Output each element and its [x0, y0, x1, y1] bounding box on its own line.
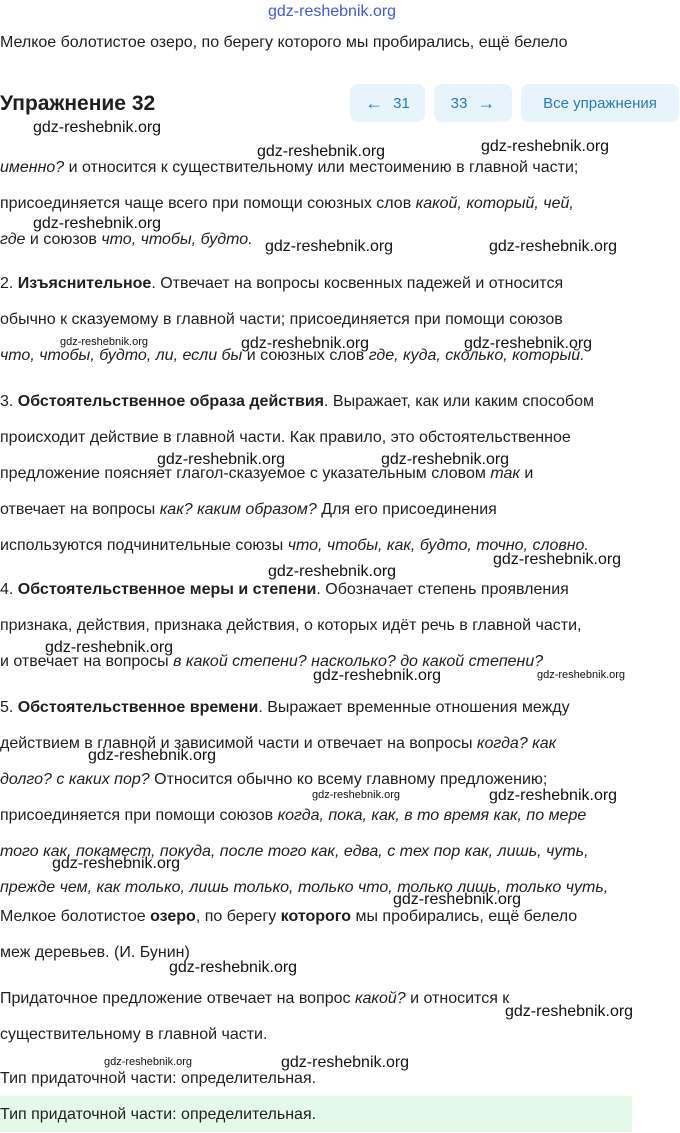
watermark: gdz-reshebnik.org	[45, 639, 174, 656]
example-sentence: меж деревьев. (И. Бунин)	[0, 944, 190, 961]
header-text: Мелкое болотистое озеро, по берегу которого мы пробирались, ещё белело	[0, 34, 568, 51]
watermark: gdz-reshebnik.org	[268, 563, 397, 580]
watermark: gdz-reshebnik.org	[464, 335, 593, 352]
text-line: 3. Обстоятельственное образа действия. Выражает, как или каким способом	[0, 393, 594, 410]
watermark: gdz-reshebnik.org	[52, 855, 181, 872]
watermark: gdz-reshebnik.org	[104, 1056, 193, 1068]
watermark: gdz-reshebnik.org	[281, 1054, 410, 1071]
watermark: gdz-reshebnik.org	[312, 789, 401, 801]
watermark: gdz-reshebnik.org	[88, 747, 217, 764]
type-line: Тип придаточной части: определительная.	[0, 1070, 317, 1087]
text-line: 2. Изъяснительное. Отвечает на вопросы косвенных падежей и относится	[0, 275, 564, 292]
text-line: где и союзов что, чтобы, будто.	[0, 231, 253, 248]
text-line: предложение поясняет глагол-сказуемое с указательным словом так и	[0, 465, 534, 482]
text-line: долго? с каких пор? Относится обычно ко всему главному предложению;	[0, 771, 548, 788]
text-line: признака, действия, признака действия, о которых идёт речь в главной части,	[0, 617, 582, 634]
text-line: присоединяется при помощи союзов когда, пока, как, в то время как, по мере	[0, 807, 587, 824]
page-title: Упражнение 32	[0, 92, 156, 115]
watermark: gdz-reshebnik.org	[489, 238, 618, 255]
prev-exercise-button[interactable]: ← 31	[350, 84, 425, 122]
watermark: gdz-reshebnik.org	[381, 451, 510, 468]
explanation-text: существительному в главной части.	[0, 1026, 268, 1043]
text-line: обычно к сказуемому в главной части; присоединяется при помощи союзов	[0, 311, 563, 328]
next-exercise-button[interactable]: 33 →	[434, 84, 512, 122]
watermark: gdz-reshebnik.org	[241, 335, 370, 352]
watermark: gdz-reshebnik.org	[257, 143, 386, 160]
text-line: прежде чем, как только, лишь только, только что, только лишь, только чуть,	[0, 879, 609, 896]
watermark: gdz-reshebnik.org	[265, 238, 394, 255]
text-line: 5. Обстоятельственное времени. Выражает временные отношения между	[0, 699, 570, 716]
watermark: gdz-reshebnik.org	[505, 1003, 634, 1020]
answer-text: Тип придаточной части: определительная.	[0, 1106, 317, 1123]
watermark: gdz-reshebnik.org	[481, 138, 610, 155]
watermark: gdz-reshebnik.org	[493, 551, 622, 568]
text-line: 4. Обстоятельственное меры и степени. Обозначает степень проявления	[0, 581, 569, 598]
watermark: gdz-reshebnik.org	[60, 336, 149, 348]
watermark: gdz-reshebnik.org	[393, 891, 522, 908]
watermark: gdz-reshebnik.org	[169, 959, 298, 976]
text-line: используются подчинительные союзы что, чтобы, как, будто, точно, словно.	[0, 537, 589, 554]
explanation-text: Придаточное предложение отвечает на вопрос какой? и относится к	[0, 990, 510, 1007]
watermark: gdz-reshebnik.org	[33, 215, 162, 232]
arrow-right-icon: →	[477, 93, 496, 113]
text-line: отвечает на вопросы как? каким образом? Для его присоединения	[0, 501, 497, 518]
example-sentence: Мелкое болотистое озеро, по берегу которого мы пробирались, ещё белело	[0, 908, 578, 925]
text-line: именно? и относится к существительному или местоимению в главной части;	[0, 159, 579, 176]
answer-box	[0, 1096, 632, 1132]
watermark: gdz-reshebnik.org	[313, 667, 442, 684]
watermark: gdz-reshebnik.org	[537, 669, 626, 681]
watermark: gdz-reshebnik.org	[489, 787, 618, 804]
text-line: присоединяется чаще всего при помощи союзных слов какой, который, чей,	[0, 195, 574, 212]
watermark: gdz-reshebnik.org	[157, 451, 286, 468]
text-line: происходит действие в главной части. Как правило, это обстоятельственное	[0, 429, 571, 446]
watermark: gdz-reshebnik.org	[33, 119, 162, 136]
watermark: gdz-reshebnik.org	[268, 3, 397, 20]
arrow-left-icon: ←	[365, 93, 384, 113]
all-exercises-button[interactable]: Все упражнения	[521, 84, 679, 122]
text-line: и отвечает на вопросы в какой степени? насколько? до какой степени?	[0, 653, 544, 670]
text-line: того как, покамест, покуда, после того как, едва, с тех пор как, лишь, чуть,	[0, 843, 589, 860]
text-line: что, чтобы, будто, ли, если бы и союзных слов где, куда, сколько, который.	[0, 347, 585, 364]
text-line: действием в главной и зависимой части и отвечает на вопросы когда? как	[0, 735, 557, 752]
